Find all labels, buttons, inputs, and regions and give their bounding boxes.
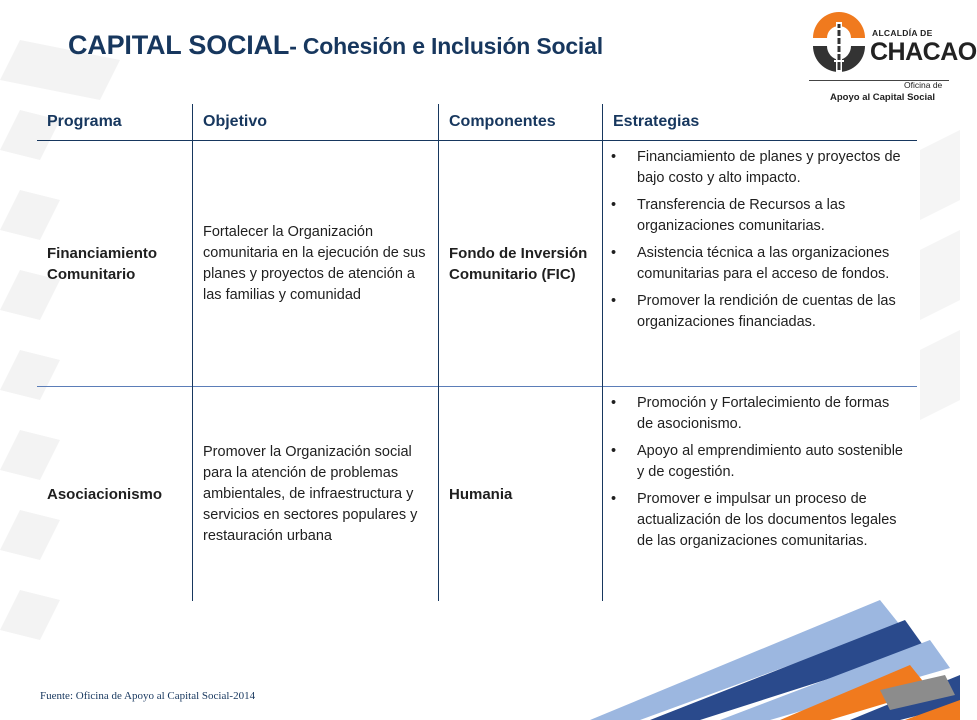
list-item: • Promoción y Fortalecimiento de formas de asocionismo.: [603, 393, 903, 435]
chacao-logo-icon: [809, 16, 869, 76]
componentes-text: Humania: [449, 485, 513, 503]
alcaldia-logo: [806, 10, 977, 106]
programa-text: Financiamiento Comunitario: [47, 244, 158, 283]
objetivo-text: Promover la Organización social para la atención de problemas ambientales, de infraestructura y servicios en sectores populares y restauración urbana: [203, 443, 418, 544]
list-item: • Promover la rendición de cuentas de las organizaciones financiadas.: [603, 291, 903, 333]
componentes-text: Fondo de Inversión Comunitario (FIC): [449, 244, 588, 283]
table-row-2-programa: [37, 387, 192, 601]
table-row-2-estrategias: [603, 393, 917, 558]
right-faint-stripes: [920, 130, 960, 420]
logo-line-2: CHACAO: [870, 38, 977, 66]
program-table: [37, 104, 917, 601]
header-estrategias: Estrategias: [613, 113, 700, 130]
header-programa: Programa: [47, 113, 122, 130]
logo-office-line-2: Apoyo al Capital Social: [830, 92, 936, 103]
table-row-1-programa: [37, 141, 192, 386]
table-row-2-objetivo: [193, 387, 438, 601]
header-componentes: Componentes: [449, 113, 556, 130]
logo-line-1: ALCALDÍA DE: [872, 28, 933, 38]
table-row-1-componentes: [439, 141, 602, 386]
table-row-1-objetivo: [193, 141, 438, 386]
header-objetivo: Objetivo: [203, 113, 268, 130]
list-item: • Financiamiento de planes y proyectos de bajo costo y alto impacto.: [603, 147, 903, 189]
slide-title: [68, 30, 603, 61]
title-subtitle: - Cohesión e Inclusión Social: [289, 33, 603, 59]
source-footer: Fuente: Oficina de Apoyo al Capital Social-2014: [40, 690, 256, 702]
table-row-1-estrategias: [603, 147, 917, 339]
list-item: • Asistencia técnica a las organizaciones comunitarias para el acceso de fondos.: [603, 243, 903, 285]
list-item: • Apoyo al emprendimiento auto sostenible y de cogestión.: [603, 441, 903, 483]
programa-text: Asociacionismo: [47, 485, 163, 503]
list-item: • Transferencia de Recursos a las organizaciones comunitarias.: [603, 195, 903, 237]
corner-stripes: [590, 600, 960, 720]
logo-office-line-1: Oficina de: [904, 80, 943, 90]
table-row-2-componentes: [439, 387, 602, 601]
title-main: CAPITAL SOCIAL: [68, 30, 290, 60]
objetivo-text: Fortalecer la Organización comunitaria en la ejecución de sus planes y proyectos de atención a las familias y comunidad: [203, 223, 426, 303]
list-item: • Promover e impulsar un proceso de actualización de los documentos legales de las organizaciones comunitarias.: [603, 489, 903, 552]
